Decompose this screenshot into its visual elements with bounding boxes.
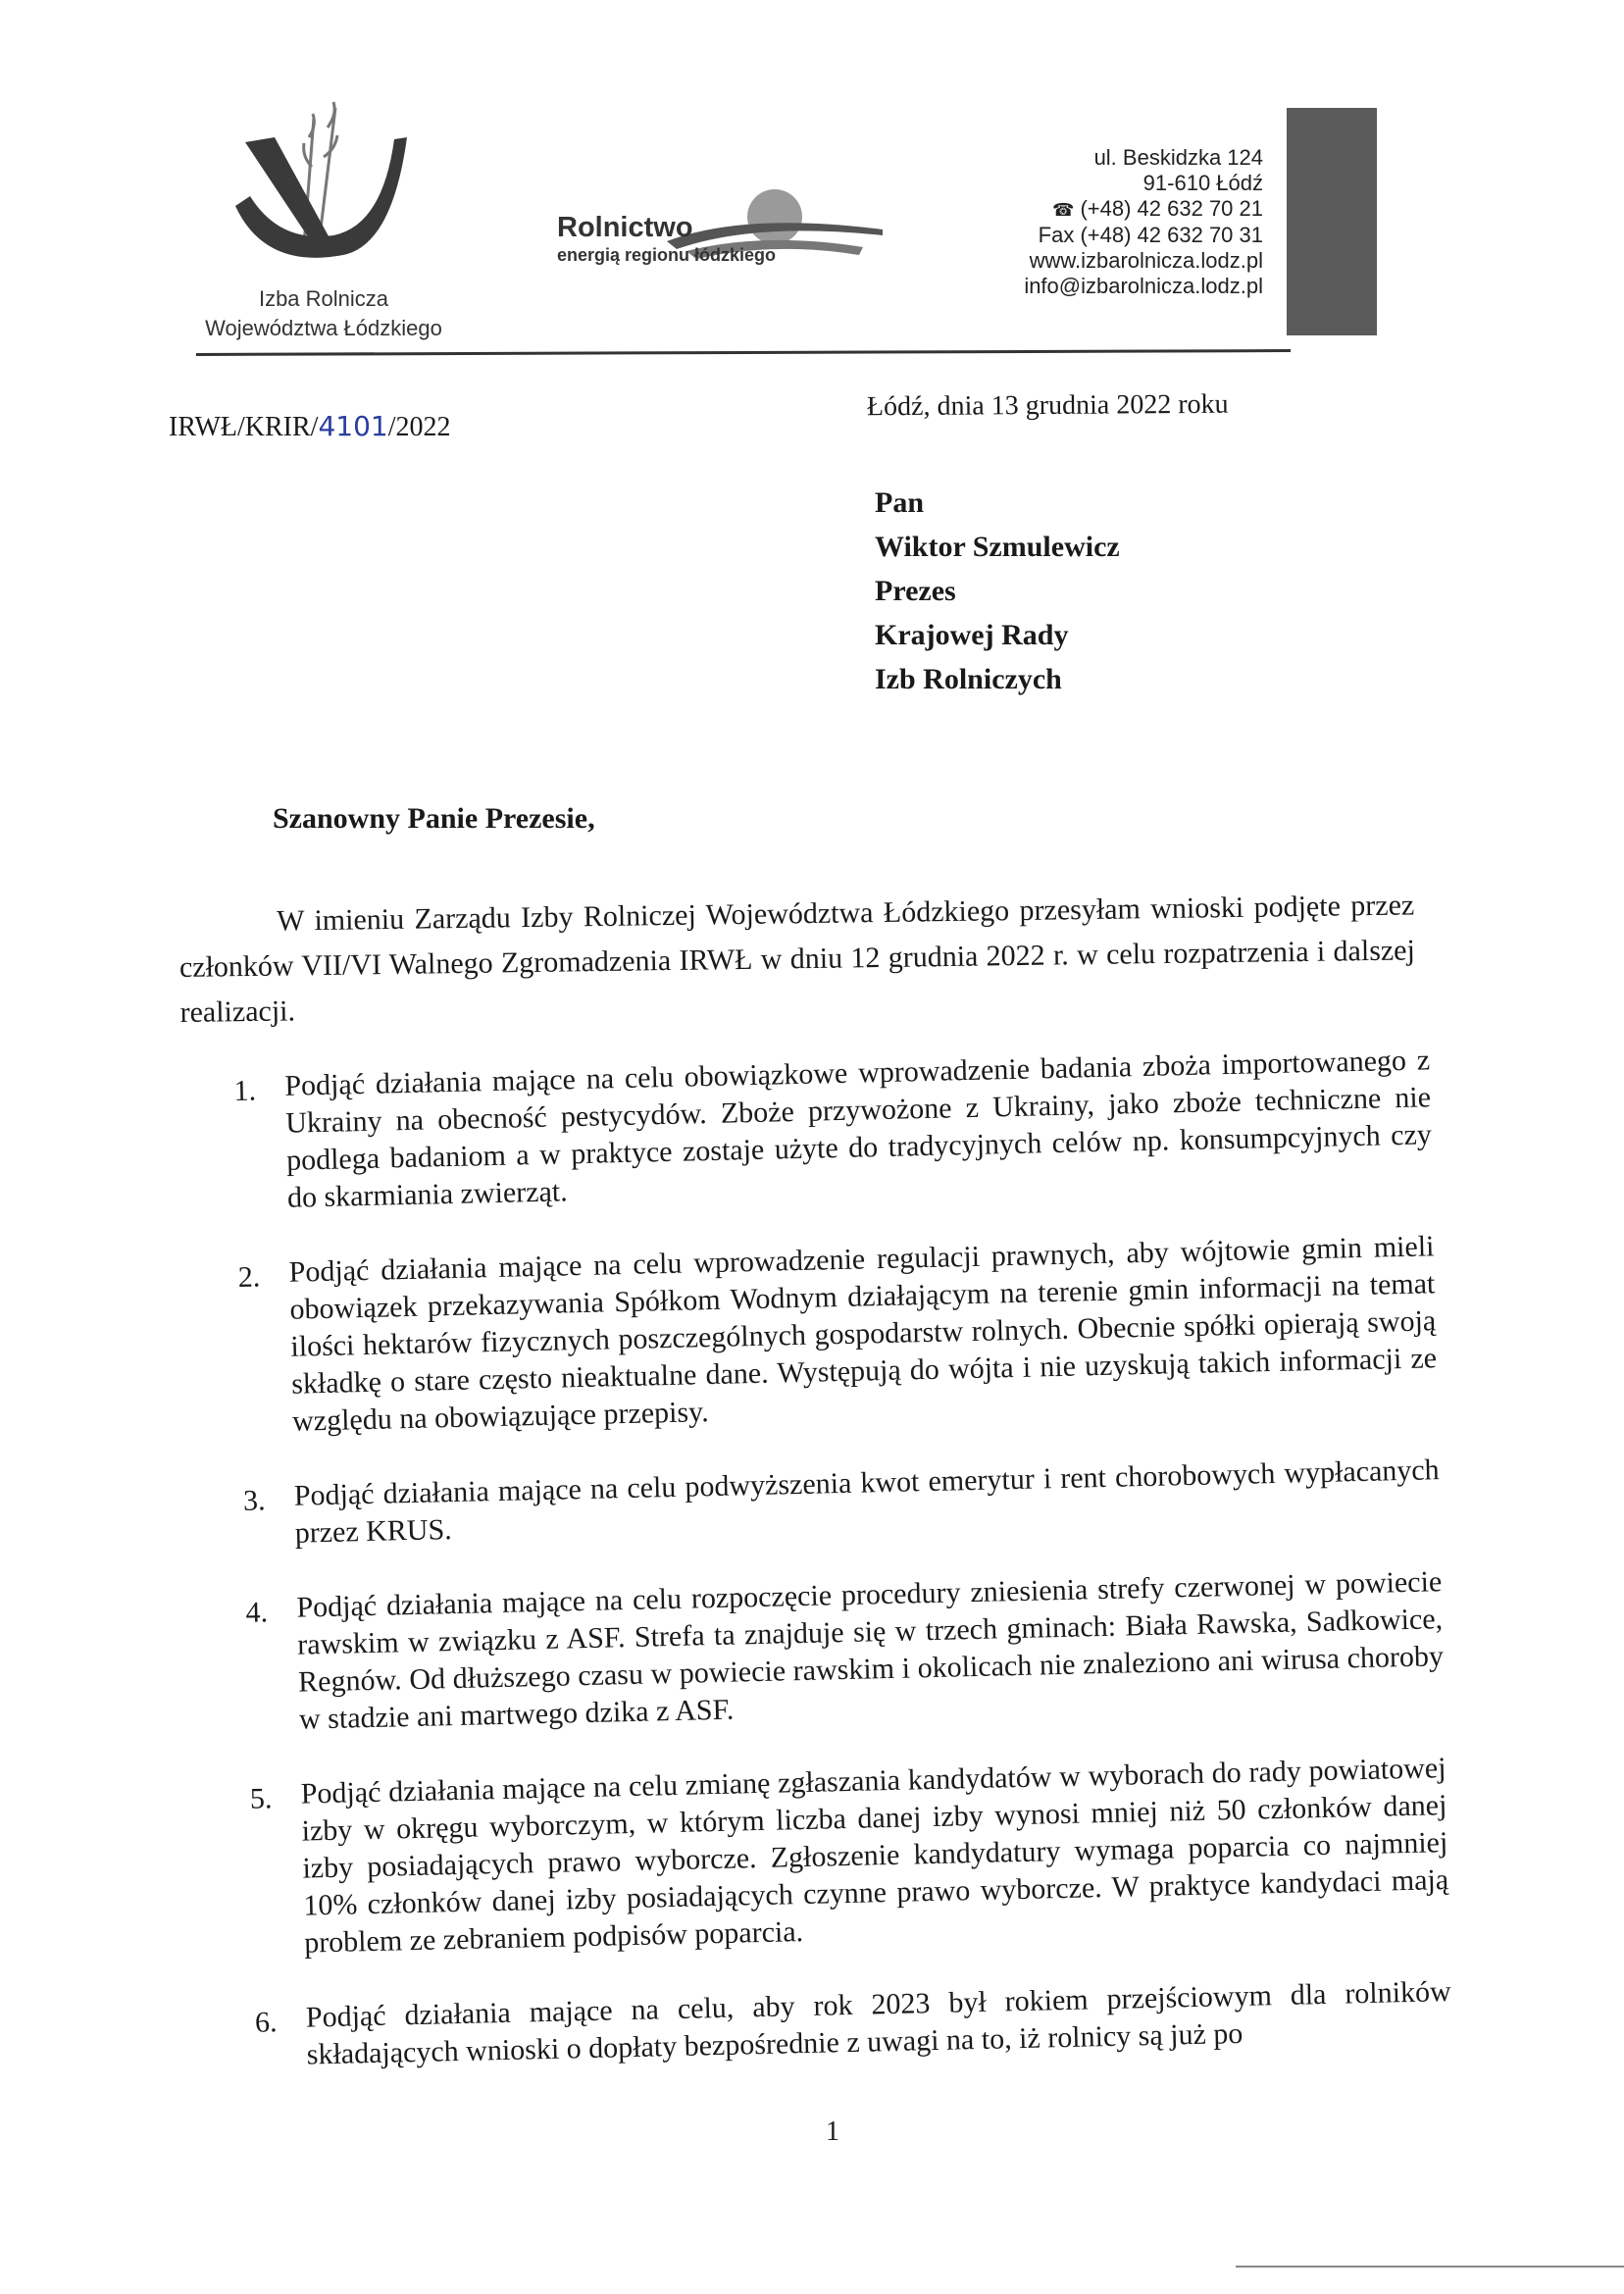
item-text: Podjąć działania mające na celu zmianę zgłaszania kandydatów w wyborach do rady powiatowej izby w okręgu wyborczym, w którym liczba danej izby wynosi mniej niż 50 członków danej izby posiadających prawo wyborcze. Zgłoszenie kandydatury wymaga poparcia co najmniej 10% członków danej izby posiadających czynne prawo wyborcze. W praktyce kandydaci mają problem ze zebraniem podpisów poparcia. [300,1752,1449,1960]
intro-text: W imieniu Zarządu Izby Rolniczej Województwa Łódzkiego przesyłam wnioski podjęte przez członków VII/VI Walnego Zgromadzenia IRWŁ w dniu 12 grudnia 2022 r. w celu rozpatrzenia i dalszej realizacji. [178,889,1416,1029]
ref-prefix: IRWŁ/KRIR/ [169,412,319,442]
item-number: 4. [245,1596,269,1629]
list-item [255,1973,1452,2075]
request-list [233,1042,1453,2112]
addressee-line: Izb Rolniczych [875,663,1062,695]
page-number: 1 [826,2116,839,2147]
addressee-line: Prezes [875,575,956,607]
item-text: Podjąć działania mające na celu, aby rok 2023 był rokiem przejściowym dla rolników składających wnioski o dopłaty bezpośrednie z uwagi na to, iż rolnicy są już po [305,1975,1452,2071]
contact-phone: (+48) 42 632 70 21 [1080,196,1263,221]
addressee-line: Pan [875,486,925,519]
addressee-line: Wiktor Szmulewicz [875,531,1120,563]
addressee-line: Krajowej Rady [875,619,1069,651]
letter-reference [169,410,451,443]
item-text: Podjąć działania mające na celu wprowadzenie regulacji prawnych, aby wójtowie gmin mieli obowiązek przekazywania Spółkom Wodnym działającym na terenie gmin informacji na temat ilości hektarów fizycznych poszczególnych gospodarstw rolnych. Obecnie spółki opierają swoją składkę o stare często nieaktualne dane. Występują do wójta i nie uzyskują takich informacji ze względu na obowiązujące przepisy. [288,1230,1438,1438]
intro-paragraph [178,883,1416,1036]
contact-email: info@izbarolnicza.lodz.pl [1024,274,1263,298]
contact-www: www.izbarolnicza.lodz.pl [1029,248,1263,273]
bottom-divider [1236,2266,1624,2268]
phone-icon: ☎ [1052,200,1075,220]
item-number: 1. [233,1074,257,1107]
list-item [245,1563,1445,1740]
contact-block [1024,145,1263,299]
addressee-block [875,481,1120,701]
chamber-name-line1: Izba Rolnicza [258,286,389,311]
brand-subtitle: energią regionu łódzkiego [557,245,777,265]
list-item [233,1042,1433,1218]
contact-street: ul. Beskidzka 124 [1093,145,1263,170]
chamber-logo [196,98,441,353]
brand-title: Rolnictwo [557,212,693,243]
item-number: 2. [237,1260,261,1294]
contact-postal: 91-610 Łódź [1142,171,1263,195]
item-number: 5. [249,1782,273,1815]
list-item [237,1228,1438,1442]
item-text: Podjąć działania mające na celu podwyższenia kwot emerytur i rent chorobowych wypłacanych przez KRUS. [293,1453,1440,1550]
contact-phone-line [1024,196,1263,223]
letter-date: Łódź, dnia 13 grudnia 2022 roku [866,388,1229,423]
item-number: 3. [242,1484,266,1517]
wheat-sickle-logo-icon [226,98,422,275]
brand-logo [549,167,883,275]
item-text: Podjąć działania mające na celu obowiązkowe wprowadzenie badania zboża importowanego z Ukrainy na obecność pestycydów. Zboże przywożone z Ukrainy, jako zboże techniczne nie podlega badaniom a w praktyce zostaje użyte do tradycyjnych celów np. konsumpcyjnych czy do skarmiania zwierząt. [284,1044,1433,1214]
list-item [249,1750,1449,1963]
greeting: Szanowny Panie Prezesie, [273,802,595,835]
ref-handwritten-number: 4101 [318,410,388,442]
item-text: Podjąć działania mające na celu rozpoczęcie procedury zniesienia strefy czerwonej w powiecie rawskim w związku z ASF. Strefa ta znajduje się w trzech gminach: Biała Rawska, Sadkowice, Regnów. Od dłuższego czasu w powiecie rawskim i okolicach nie znaleziono ani wirusa choroby w stadzie ani martwego dzika z ASF. [296,1565,1445,1736]
header-gray-block [1287,108,1377,335]
item-number: 6. [254,2006,278,2039]
list-item [242,1452,1440,1554]
contact-fax: Fax (+48) 42 632 70 31 [1038,223,1263,247]
ref-suffix: /2022 [387,412,451,442]
chamber-name-line2: Województwa Łódzkiego [205,316,442,340]
